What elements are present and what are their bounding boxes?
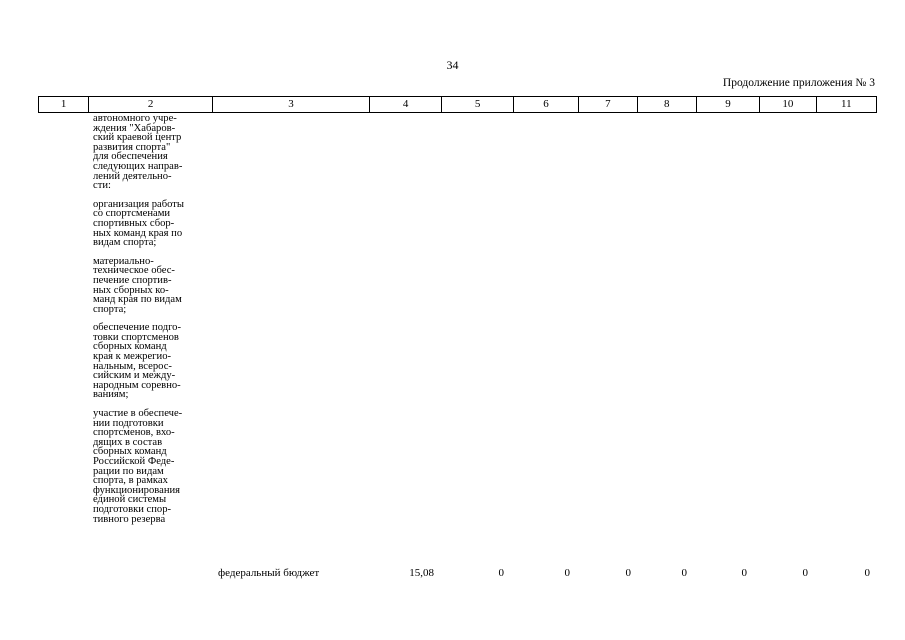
column-number-header [38, 96, 877, 113]
budget-value-col8: 0 [681, 567, 687, 579]
budget-value-col11: 0 [864, 567, 870, 579]
description-paragraph-national-teams: участие в обеспече- нии подготовки спортсменов, вхо- дящих в состав сборных команд Российской Феде- рации по видам спорта, в рамках функционирования единой системы подготовки спор- тивного резерва [93, 408, 183, 525]
column-number-3: 3 [213, 97, 370, 113]
budget-value-col7: 0 [625, 567, 631, 579]
column-2-description [93, 114, 213, 533]
budget-value-col5: 0 [498, 567, 504, 579]
budget-value-col4: 15,08 [409, 567, 434, 579]
description-paragraph-institution: автономного учре- ждения "Хабаров- ский краевой центр развития спорта" для обеспечения следующих направ- лений деятельно- сти: [93, 113, 183, 192]
description-paragraph-competition-preparation: обеспечение подго- товки спортсменов сборных команд края к межрегио- нальным, всерос- сийским и между- народным соревно- ваниям; [93, 322, 181, 401]
column-number-2: 2 [89, 97, 213, 113]
column-number-4: 4 [369, 97, 441, 113]
description-paragraph-work-organization: организация работы со спортсменами спортивных сбор- ных команд края по видам спорта; [93, 198, 185, 249]
column-number-11: 11 [816, 97, 876, 113]
column-number-10: 10 [760, 97, 816, 113]
description-paragraph-material-support: материально- техническое обес- печение спортив- ных сборных ко- манд края по видам спорта; [93, 255, 182, 315]
column-number-1: 1 [39, 97, 89, 113]
budget-row-federal [0, 566, 905, 580]
column-number-8: 8 [637, 97, 696, 113]
budget-source: федеральный бюджет [218, 567, 320, 579]
column-number-5: 5 [442, 97, 513, 113]
page-number: 34 [446, 58, 459, 72]
continuation-label: Продолжение приложения № 3 [722, 77, 875, 89]
column-number-9: 9 [696, 97, 759, 113]
budget-value-col6: 0 [564, 567, 570, 579]
column-number-7: 7 [579, 97, 637, 113]
column-number-6: 6 [513, 97, 578, 113]
budget-value-col9: 0 [741, 567, 747, 579]
budget-value-col10: 0 [802, 567, 808, 579]
